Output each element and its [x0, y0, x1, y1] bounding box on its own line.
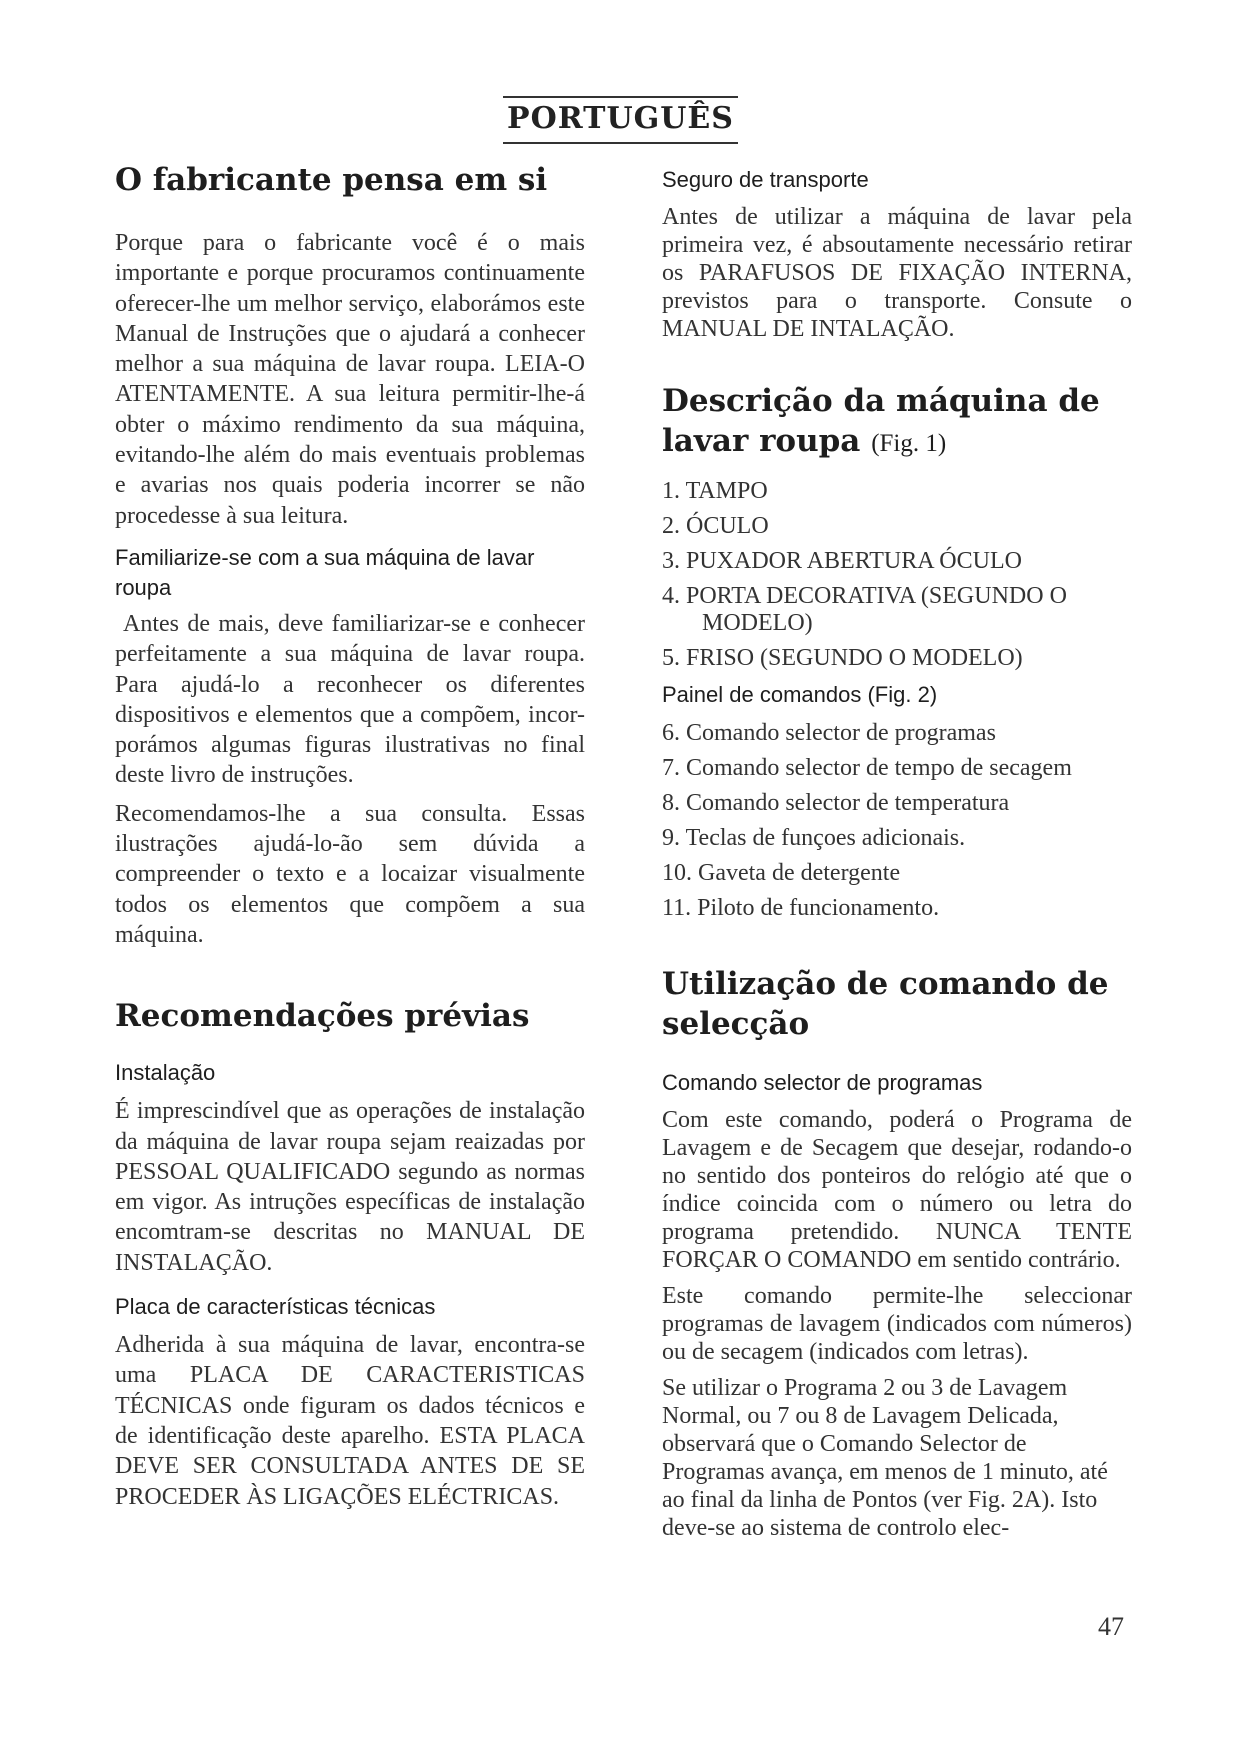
- subheading-program-selector: Comando selector de programas: [662, 1070, 983, 1095]
- transport-paragraph: Antes de utilizar a máquina de lavar pela primeira vez, é absoutamente necessário retirar os PARAFUSOS DE FIXAÇÃO INTERNA, previstos para o transporte. Consute o MANUAL DE INTALAÇÃO.: [662, 204, 1132, 342]
- familiarize-paragraph: Antes de mais, deve familiarizar-se e conhecer perfeitamente a sua máquina de lavar roupa. Para ajudá-lo a reconhecer os diferentes dispositivos e elementos que a compõem, incor- porámos algumas figuras ilustrativas no final deste livro de instruções.: [115, 610, 585, 789]
- section-title-selector-use: Utilização de comando de selecção: [662, 966, 1109, 1042]
- language-title: PORTUGUÊS: [503, 96, 738, 144]
- installation-paragraph: É imprescindível que as operações de instalação da máquina de lavar roupa sejam reaizadas por PESSOAL QUALIFICADO segundo as normas em vigor. As intruções específicas de instalação encomtram-se descritas no MANUAL DE INSTALAÇÃO.: [115, 1098, 585, 1276]
- machine-part-item: 1. TAMPO: [662, 478, 768, 504]
- subheading-transport: Seguro de transporte: [662, 167, 869, 192]
- section-title-recommendations: Recomendações prévias: [115, 998, 530, 1035]
- left-column: [115, 160, 585, 1512]
- machine-part-item: 3. PUXADOR ABERTURA ÓCULO: [662, 548, 1022, 574]
- intro-paragraph: Porque para o fabricante você é o mais importante e porque procuramos continuamente oferecer-lhe um melhor serviço, elaborámos este Manual de Instruções que o ajudará a conhecer melhor a sua máquina de lavar roupa. LEIA-O ATENTAMENTE. A sua leitura permitir-lhe-á obter o máximo rendimento da sua máquina, evitando-lhe além do mais eventuais problemas e avarias nos quais poderia incorrer se não procedesse à sua leitura.: [115, 230, 585, 529]
- page-number: 47: [1098, 1612, 1124, 1641]
- machine-part-item: 5. FRISO (SEGUNDO O MODELO): [662, 645, 1023, 671]
- subheading-installation: Instalação: [115, 1060, 216, 1086]
- selector-paragraph-3: Se utilizar o Programa 2 ou 3 de Lavagem Normal, ou 7 ou 8 de Lavagem Delicada, observará que o Comando Selector de Programas avança, em menos de 1 minuto, até ao final da linha de Pontos (ver Fig. 2A). Isto deve-se ao sistema de controlo elec-: [662, 1375, 1108, 1541]
- subheading-rating-plate: Placa de características técnicas: [115, 1294, 436, 1320]
- panel-part-item: 6. Comando selector de programas: [662, 720, 996, 746]
- description-title-text: Descrição da máquina de lavar roupa: [662, 383, 1100, 459]
- panel-part-item: 10. Gaveta de detergente: [662, 860, 901, 886]
- machine-parts-list: [662, 478, 1132, 672]
- machine-part-item: 4. PORTA DECORATIVA (SEGUNDO O MODELO): [662, 583, 1067, 636]
- panel-part-item: 9. Teclas de funçoes adicionais.: [662, 825, 966, 851]
- panel-part-item: 8. Comando selector de temperatura: [662, 790, 1010, 816]
- recommend-paragraph: Recomendamos-lhe a sua consulta. Essas ilustrações ajudá-lo-ão sem dúvida a compreender o texto e a locaizar visualmente todos os elementos que compõem a sua máquina.: [115, 800, 585, 948]
- subheading-control-panel: Painel de comandos (Fig. 2): [662, 682, 938, 707]
- subheading-familiarize: Familiarize-se com a sua máquina de lavar roupa: [115, 544, 535, 600]
- control-panel-list: [662, 720, 1132, 922]
- rating-plate-paragraph: Adherida à sua máquina de lavar, encontra-se uma PLACA DE CARACTERISTICAS TÉCNICAS onde figuram os dados técnicos e de identificação deste aparelho. ESTA PLACA DEVE SER CONSULTADA ANTES DE SE PROCEDER ÀS LIGAÇÕES ELÉCTRICAS.: [115, 1332, 585, 1510]
- machine-part-item: 2. ÓCULO: [662, 513, 769, 539]
- section-title-manufacturer: O fabricante pensa em si: [115, 162, 548, 198]
- selector-paragraph-2: Este comando permite-lhe seleccionar programas de lavagem (indicados com números) ou de secagem (indicados com letras).: [662, 1283, 1132, 1365]
- right-column: [662, 165, 1132, 1542]
- panel-part-item: 7. Comando selector de tempo de secagem: [662, 755, 1072, 781]
- description-figure-ref: (Fig. 1): [871, 430, 947, 457]
- language-header: [0, 96, 1241, 144]
- section-title-description: [662, 381, 1132, 464]
- panel-part-item: 11. Piloto de funcionamento.: [662, 895, 940, 921]
- selector-paragraph-1: Com este comando, poderá o Programa de Lavagem e de Secagem que desejar, rodando-o no sentido dos ponteiros do relógio até que o índice coincida com o número ou letra do programa pretendido. NUNCA TENTE FORÇAR O COMANDO em sentido contrário.: [662, 1107, 1132, 1273]
